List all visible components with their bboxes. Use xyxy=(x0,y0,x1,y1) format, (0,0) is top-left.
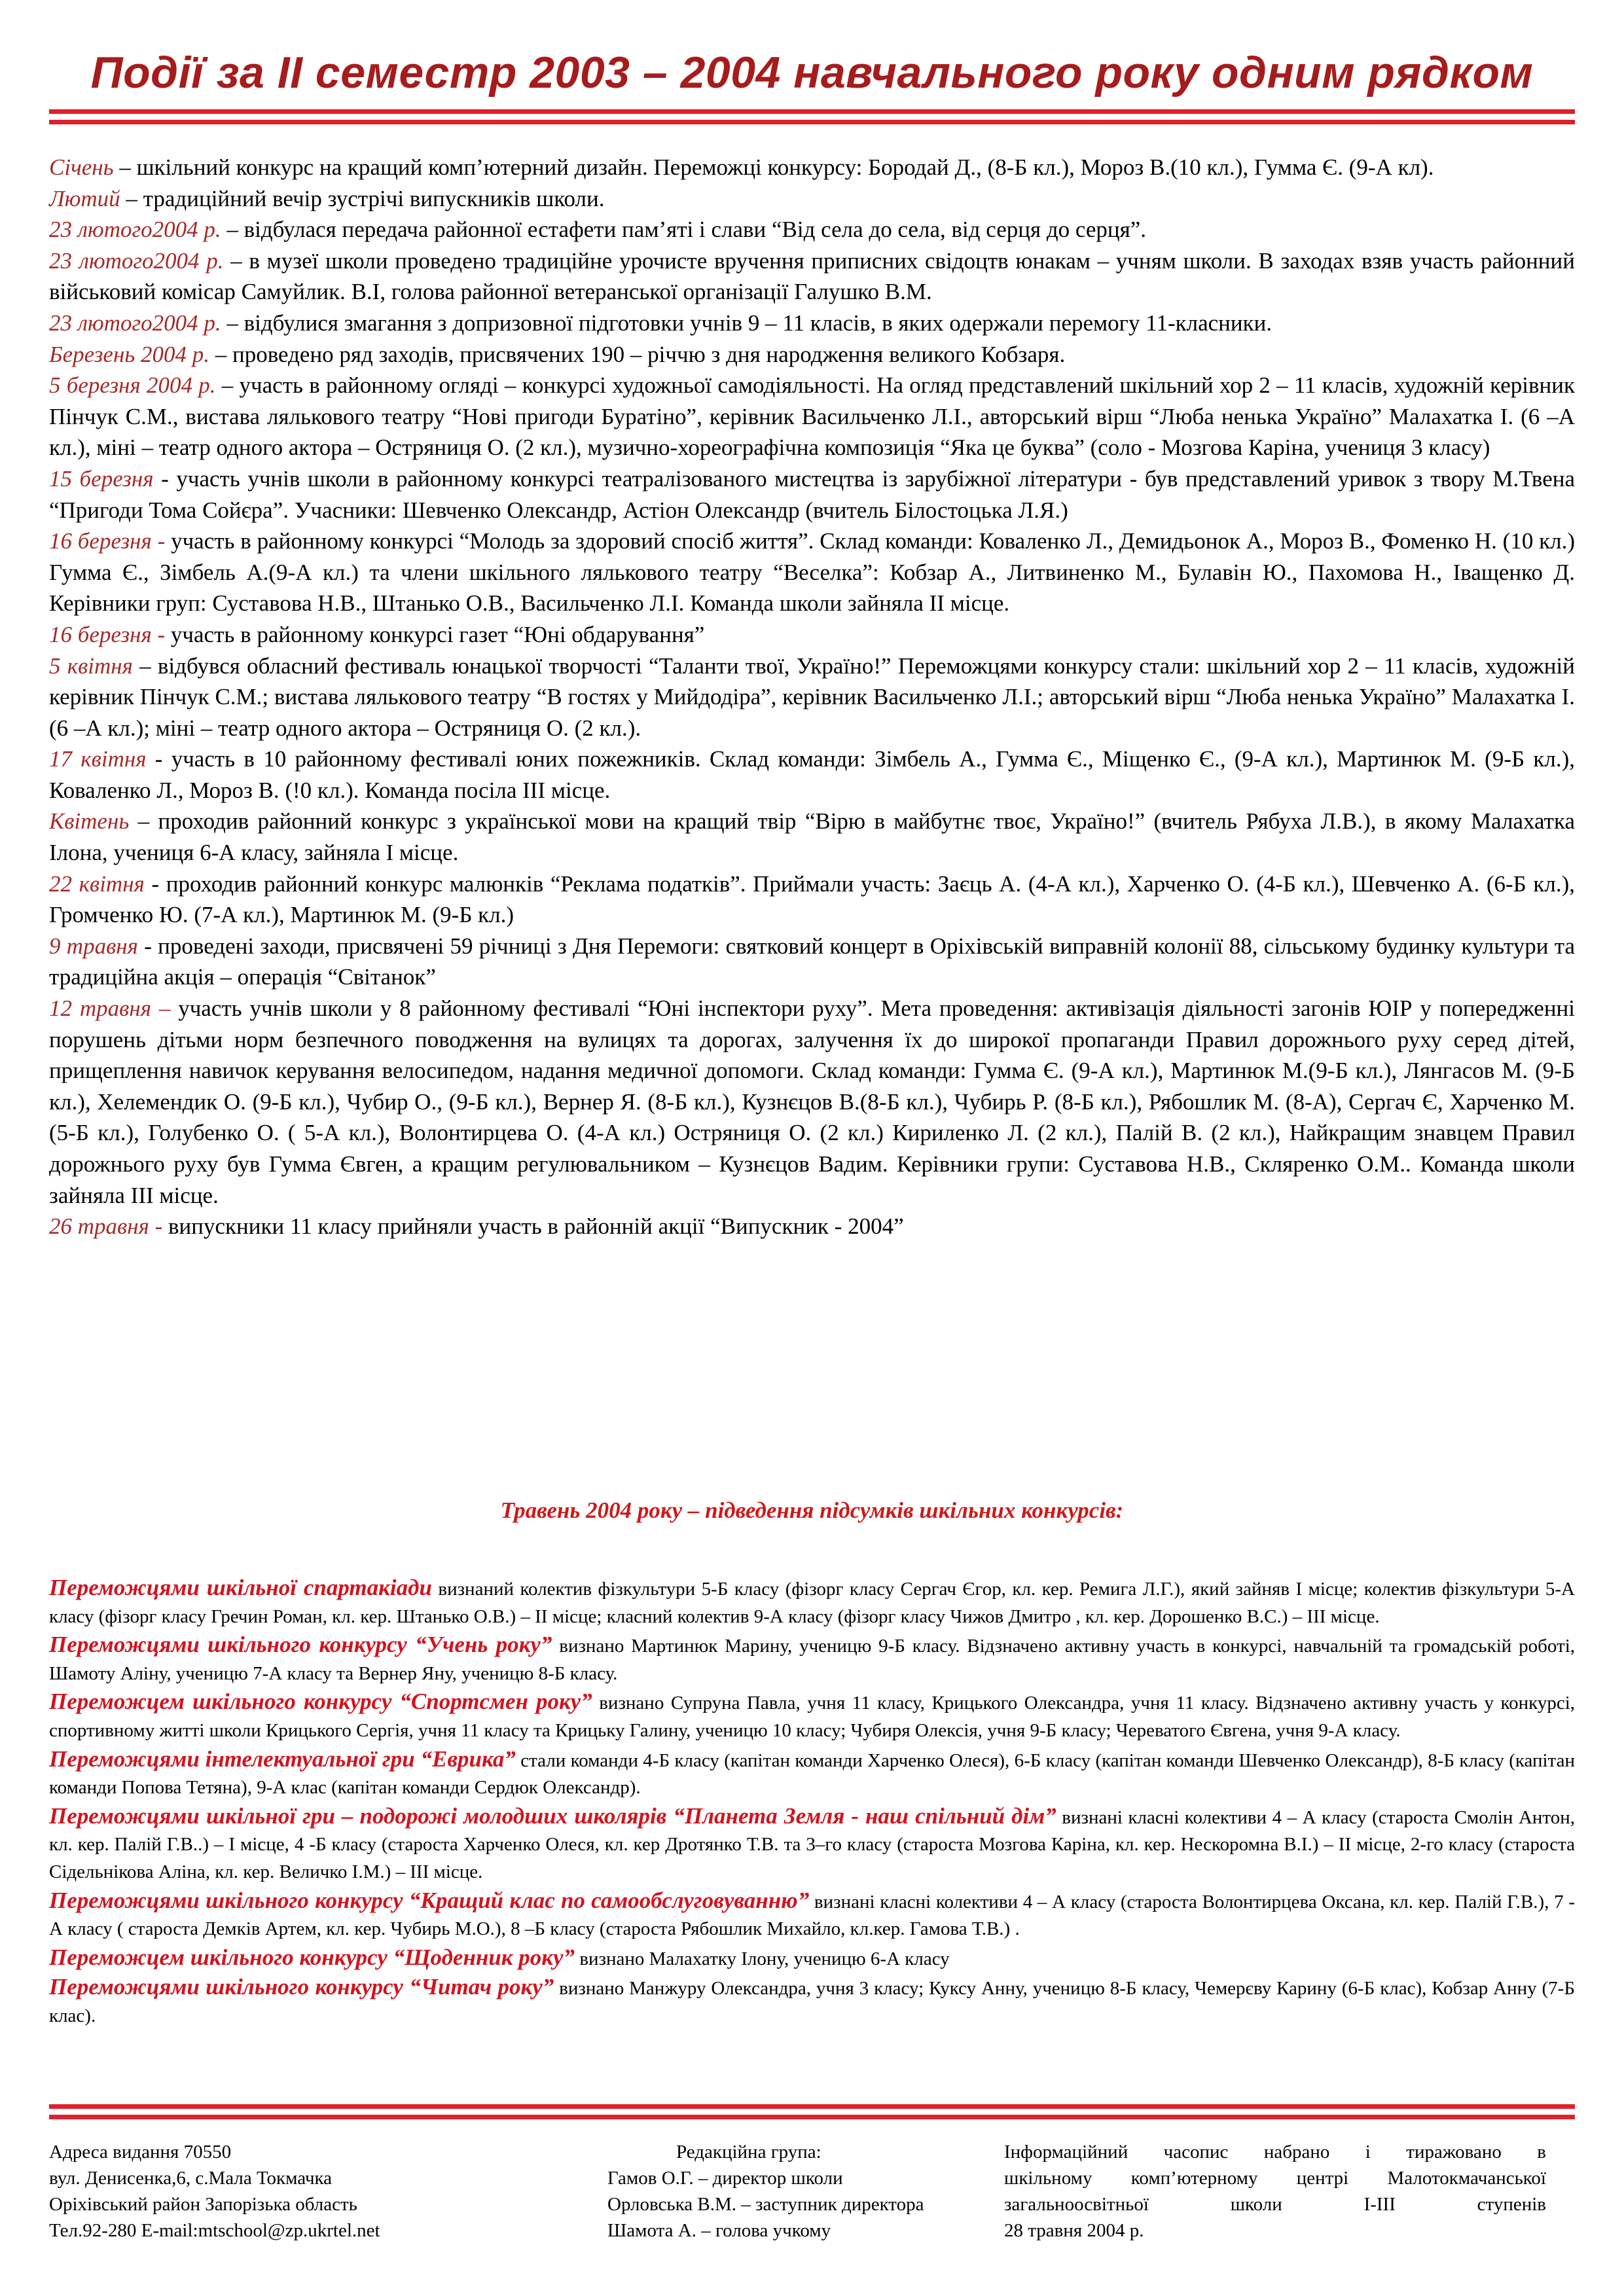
footer-divider-bottom xyxy=(49,2115,1575,2119)
event-text: – відбулася передача районної естафети пам’яті і слави “Від села до села, від серця до серця”. xyxy=(221,217,1147,243)
event-text: – проведено ряд заходів, присвячених 190 – річчю з дня народження великого Кобзаря. xyxy=(209,341,1066,367)
summary-item xyxy=(49,1746,1575,1802)
event-item xyxy=(49,526,1575,619)
footer-divider-top xyxy=(49,2104,1575,2109)
event-text: – проходив районний конкурс з української мови на кращий твір “Вірю в майбутнє твоє, Україно!” (вчитель Рябуха Л.В.), в якому Малахатка Ілона, учениця 6-А класу, зайняла І місце. xyxy=(49,808,1575,866)
summary-item xyxy=(49,1973,1575,2030)
event-item xyxy=(49,152,1575,183)
event-item xyxy=(49,651,1575,744)
event-date: Січень xyxy=(49,154,114,180)
info-line: Інформаційний часопис набрано і тиражовано в xyxy=(1004,2142,1546,2162)
footer-info xyxy=(1004,2139,1546,2244)
event-date: 23 лютого2004 р. xyxy=(49,247,224,274)
summary-heading: Травень 2004 року – підведення підсумків шкільних конкурсів: xyxy=(500,1498,1124,1523)
event-date: 5 березня 2004 р. xyxy=(49,372,216,399)
event-text: - проведені заходи, присвячені 59 річниці з Дня Перемоги: святковий концерт в Оріхівській виправній колонії 88, сільському будинку культури та традиційна акція – операція “Світанок” xyxy=(49,933,1576,990)
event-item xyxy=(49,993,1575,1211)
event-text: – участь в районному огляді – конкурсі художньої самодіяльності. На огляд представлений шкільний хор 2 – 11 класів, художній керівник Пінчук С.М., вистава лялькового театру “Нові пригоди Буратіно”, керівник Васильченко Л.І., авторський вірш “Люба ненька Україно” Малахатка І. (6 –А кл.), міні – театр одного актора – Остряниця О. (2 кл.), музично-хореографічна композиція “Яка це буква” (соло - Мозгова Каріна, учениця 3 класу) xyxy=(49,372,1576,461)
summary-item xyxy=(49,1574,1575,1630)
header-divider-top xyxy=(49,109,1575,114)
summary-text: визнаний колектив фізкультури 5-Б класу (фізорг класу Сергач Єгор, кл. кер. Ремига Л.Г.), який зайняв І місце; колектив фізкультури 5-А класу (фізорг класу Гречин Роман, кл. кер. Штанько О.В.) – ІІ місце; класний колектив 9-А класу (фізорг класу Чижов Дмитро , кл. кер. Дорошенко В.С.) – ІІІ місце. xyxy=(49,1579,1575,1627)
summary-label: Переможцями шкільної гри – подорожі молодших школярів “Планета Земля - наш спільний дім” xyxy=(49,1803,1056,1829)
event-text: – традиційний вечір зустрічі випускників школи. xyxy=(120,185,605,211)
footer-address xyxy=(49,2139,573,2244)
info-line: загальноосвітньої школи І-ІІІ ступенів xyxy=(1004,2194,1546,2215)
event-text: участь в районному конкурсі “Молодь за здоровий спосіб життя”. Склад команди: Коваленко Л., Демидьонок А., Мороз В., Фоменко Н. (10 кл.) Гумма Є., Зімбель А.(9-А кл.) та члени шкільного лялькового театру “Веселка”: Кобзар А., Литвиненко М., Булавін Ю., Пахомова Н., Іващенко Д. Керівники груп: Суставова Н.В., Штанько О.В., Васильченко Л.І. Команда школи зайняла ІІ місце. xyxy=(49,528,1575,617)
event-item xyxy=(49,183,1575,215)
summary-label: Переможцями шкільного конкурсу “Учень року” xyxy=(49,1632,552,1658)
event-date: 15 березня xyxy=(49,465,154,492)
event-text: - участь в 10 районному фестивалі юних пожежників. Склад команди: Зімбель А., Гумма Є., Міщенко Є., (9-А кл.), Мартинюк М. (9-Б кл.), Коваленко Л., Мороз В. (!0 кл.). Команда посіла ІІІ місце. xyxy=(49,746,1575,803)
event-item xyxy=(49,869,1575,931)
address-line: Тел.92-280 E-mail:mtschool@zp.ukrtel.net xyxy=(49,2220,380,2241)
summary-label: Переможцями шкільної спартакіади xyxy=(49,1575,432,1600)
event-item xyxy=(49,214,1575,245)
event-date: 23 лютого2004 р. xyxy=(49,217,221,243)
footer-editorial xyxy=(607,2139,1013,2244)
event-item xyxy=(49,931,1575,993)
summary-item xyxy=(49,1803,1575,1886)
event-date: Березень 2004 р. xyxy=(49,341,209,367)
summary-text: визнані класні колективи 4 – А класу (староста Волонтирцева Оксана, кл. кер. Палій Г.В.), 7 - А класу ( староста Демків Артем, кл. кер. Чубирь М.О.), 8 –Б класу (староста Рябошлик Михайло, кл.кер. Гамова Т.В.) . xyxy=(49,1891,1576,1940)
event-text: участь в районному конкурсі газет “Юні обдарування” xyxy=(165,621,705,647)
summary-text: визнано Манжуру Олександра, учня 3 класу; Куксу Анну, ученицю 8-Б класу, Чемерєву Карину (6-Б клас), Кобзар Анну (7-Б клас). xyxy=(49,1978,1575,2026)
event-item xyxy=(49,308,1575,339)
event-item xyxy=(49,806,1575,868)
page-title: Події за II семестр 2003 – 2004 навчального року одним рядком xyxy=(90,48,1534,98)
event-item xyxy=(49,619,1575,651)
event-date: 9 травня xyxy=(49,933,138,959)
event-date: Лютий xyxy=(49,185,120,211)
editorial-line: Шамота А. – голова учкому xyxy=(607,2220,831,2241)
summary-text: визнано Мартинюк Марину, ученицю 9-Б класу. Відзначено активну участь в конкурсі, навчальній та громадській роботі, Шамоту Аліну, ученицю 7-А класу та Вернер Яну, ученицю 8-Б класу. xyxy=(49,1636,1575,1684)
event-text: - проходив районний конкурс малюнків “Реклама податків”. Приймали участь: Заєць А. (4-А кл.), Харченко О. (4-Б кл.), Шевченко А. (6-Б кл.), Громченко Ю. (7-А кл.), Мартинюк М. (9-Б кл.) xyxy=(49,870,1575,928)
address-line: Адреса видання 70550 xyxy=(49,2142,232,2162)
event-date: 26 травня - xyxy=(49,1213,163,1240)
event-date: 16 березня - xyxy=(49,528,166,554)
summary-text: визнано Супруна Павла, учня 11 класу, Крицького Олександра, учня 11 класу. Відзначено активну участь у конкурсі, спортивному житті школи Крицького Сергія, учня 11 класу та Крицьку Галину, ученицю 10 класу; Чубиря Олексія, учня 9-Б класу; Череватого Євгена, учня 9-А класу. xyxy=(49,1693,1575,1741)
summary-label: Переможцем шкільного конкурсу “Щоденник року” xyxy=(49,1944,575,1970)
event-item xyxy=(49,744,1575,806)
event-date: 22 квітня xyxy=(49,870,145,897)
event-item xyxy=(49,1211,1575,1242)
summary-label: Переможцями інтелектуальної гри “Еврика” xyxy=(49,1746,516,1772)
address-line: вул. Денисенка,6, с.Мала Токмачка xyxy=(49,2168,333,2189)
summary-text: визнано Малахатку Ілону, ученицю 6-А класу xyxy=(575,1948,950,1969)
summary-label: Переможцями шкільного конкурсу “Читач року” xyxy=(49,1974,554,2000)
event-item xyxy=(49,339,1575,370)
event-text: випускники 11 класу прийняли участь в районній акції “Випускник - 2004” xyxy=(162,1213,904,1240)
event-text: – відбувся обласний фестиваль юнацької творчості “Таланти твої, Україно!” Переможцями конкурсу стали: шкільний хор 2 – 11 класів, художній керівник Пінчук С.М.; вистава лялькового театру “В гостях у Мийдодіра”, керівник Васильченко Л.І.; авторський вірш “Люба ненька Україно” Малахатка І. (6 –А кл.); міні – театр одного актора – Остряниця О. (2 кл.). xyxy=(49,653,1575,741)
address-line: Оріхівський район Запорізька область xyxy=(49,2194,357,2215)
event-text: - участь учнів школи в районному конкурсі театралізованого мистецтва із зарубіжної літератури - був представлений уривок з твору М.Твена “Пригоди Тома Сойєра”. Учасники: Шевченко Олександр, Астіон Олександр (вчитель Білостоцька Л.Я.) xyxy=(49,465,1575,523)
summary-item xyxy=(49,1944,1575,1973)
summary-label: Переможцем шкільного конкурсу “Спортсмен року” xyxy=(49,1689,592,1715)
event-date: 16 березня - xyxy=(49,621,166,647)
event-date: Квітень xyxy=(49,808,130,834)
event-date: 5 квітня xyxy=(49,653,133,679)
summary-label: Переможцями шкільного конкурсу “Кращий клас по самообслуговуванню” xyxy=(49,1887,810,1913)
event-date: 12 травня – xyxy=(49,996,171,1022)
summary-text: стали команди 4-Б класу (капітан команди Харченко Олеся), 6-Б класу (капітан команди Шевченко Олександр), 8-Б класу (капітан команди Попова Тетяна), 9-А клас (капітан команди Сердюк Олександр). xyxy=(49,1749,1575,1799)
editorial-line: Гамов О.Г. – директор школи xyxy=(607,2168,843,2189)
event-item xyxy=(49,245,1575,308)
editorial-line: Орловська В.М. – заступник директора xyxy=(607,2194,924,2215)
editorial-heading: Редакційна група: xyxy=(676,2142,821,2162)
event-date: 23 лютого2004 р. xyxy=(49,310,221,336)
event-item xyxy=(49,370,1575,463)
events-list xyxy=(49,152,1575,1242)
summary-item xyxy=(49,1631,1575,1687)
event-item xyxy=(49,463,1575,526)
summary-item xyxy=(49,1887,1575,1943)
summary-text: визнані класні колективи 4 – А класу (староста Смолін Антон, кл. кер. Палій Г.В..) – І місце, 4 -Б класу (староста Харченко Олеся, кл. кер Дротянко Т.В. та 3–го класу (староста Мозгова Каріна, кл. кер. Нескоромна В.І.) – ІІ місце, 2-го класу (староста Сідельнікова Аліна, кл. кер. Величко І.М.) – ІІІ місце. xyxy=(49,1806,1576,1882)
summary-list xyxy=(49,1574,1575,2031)
event-text: – шкільний конкурс на кращий комп’ютерний дизайн. Переможці конкурсу: Бородай Д., (8-Б кл.), Мороз В.(10 кл.), Гумма Є. (9-А кл). xyxy=(113,154,1434,180)
event-text: – відбулися змагання з допризовної підготовки учнів 9 – 11 класів, в яких одержали перемогу 11-класники. xyxy=(221,310,1272,336)
event-date: 17 квітня xyxy=(49,746,147,772)
summary-item xyxy=(49,1688,1575,1744)
event-text: участь учнів школи у 8 районному фестивалі “Юні інспектори руху”. Мета проведення: активізація діяльності загонів ЮІР у попередженні порушень дітьми норм безпечного поводження на вулицях та дорогах, залучення їх до широкої пропаганди Правил дорожнього руху серед дітей, прищеплення навичок керування велосипедом, надання медичної допомоги. Склад команди: Гумма Є. (9-А кл.), Мартинюк М.(9-Б кл.), Лянгасов М. (9-Б кл.), Хелемендик О. (9-Б кл.), Чубир О., (9-Б кл.), Вернер Я. (8-Б кл.), Кузнєцов В.(8-Б кл.), Чубирь Р. (8-Б кл.), Рябошлик М. (8-А), Сергач Є, Харченко М.(5-Б кл.), Голубенко О. ( 5-А кл.), Волонтирцева О. (4-А кл.) Остряниця О. (2 кл.) Кириленко Л. (2 кл.), Палій В. (2 кл.), Найкращим знавцем Правил дорожнього руху був Гумма Євген, а кращим регулювальником – Кузнєцов Вадим. Керівники групи: Суставова Н.В., Скляренко О.М.. Команда школи зайняла ІІІ місце. xyxy=(49,996,1576,1208)
event-text: – в музеї школи проведено традиційне урочисте вручення приписних свідоцтв юнакам – учням школи. В заходах взяв участь районний військовий комісар Самуйлик. В.І, голова районної ветеранської організації Галушко В.М. xyxy=(49,247,1576,305)
header-divider-bottom xyxy=(49,120,1575,124)
info-line: шкільному комп’ютерному центрі Малотокмачанської xyxy=(1004,2168,1546,2189)
info-date: 28 травня 2004 р. xyxy=(1004,2220,1144,2241)
